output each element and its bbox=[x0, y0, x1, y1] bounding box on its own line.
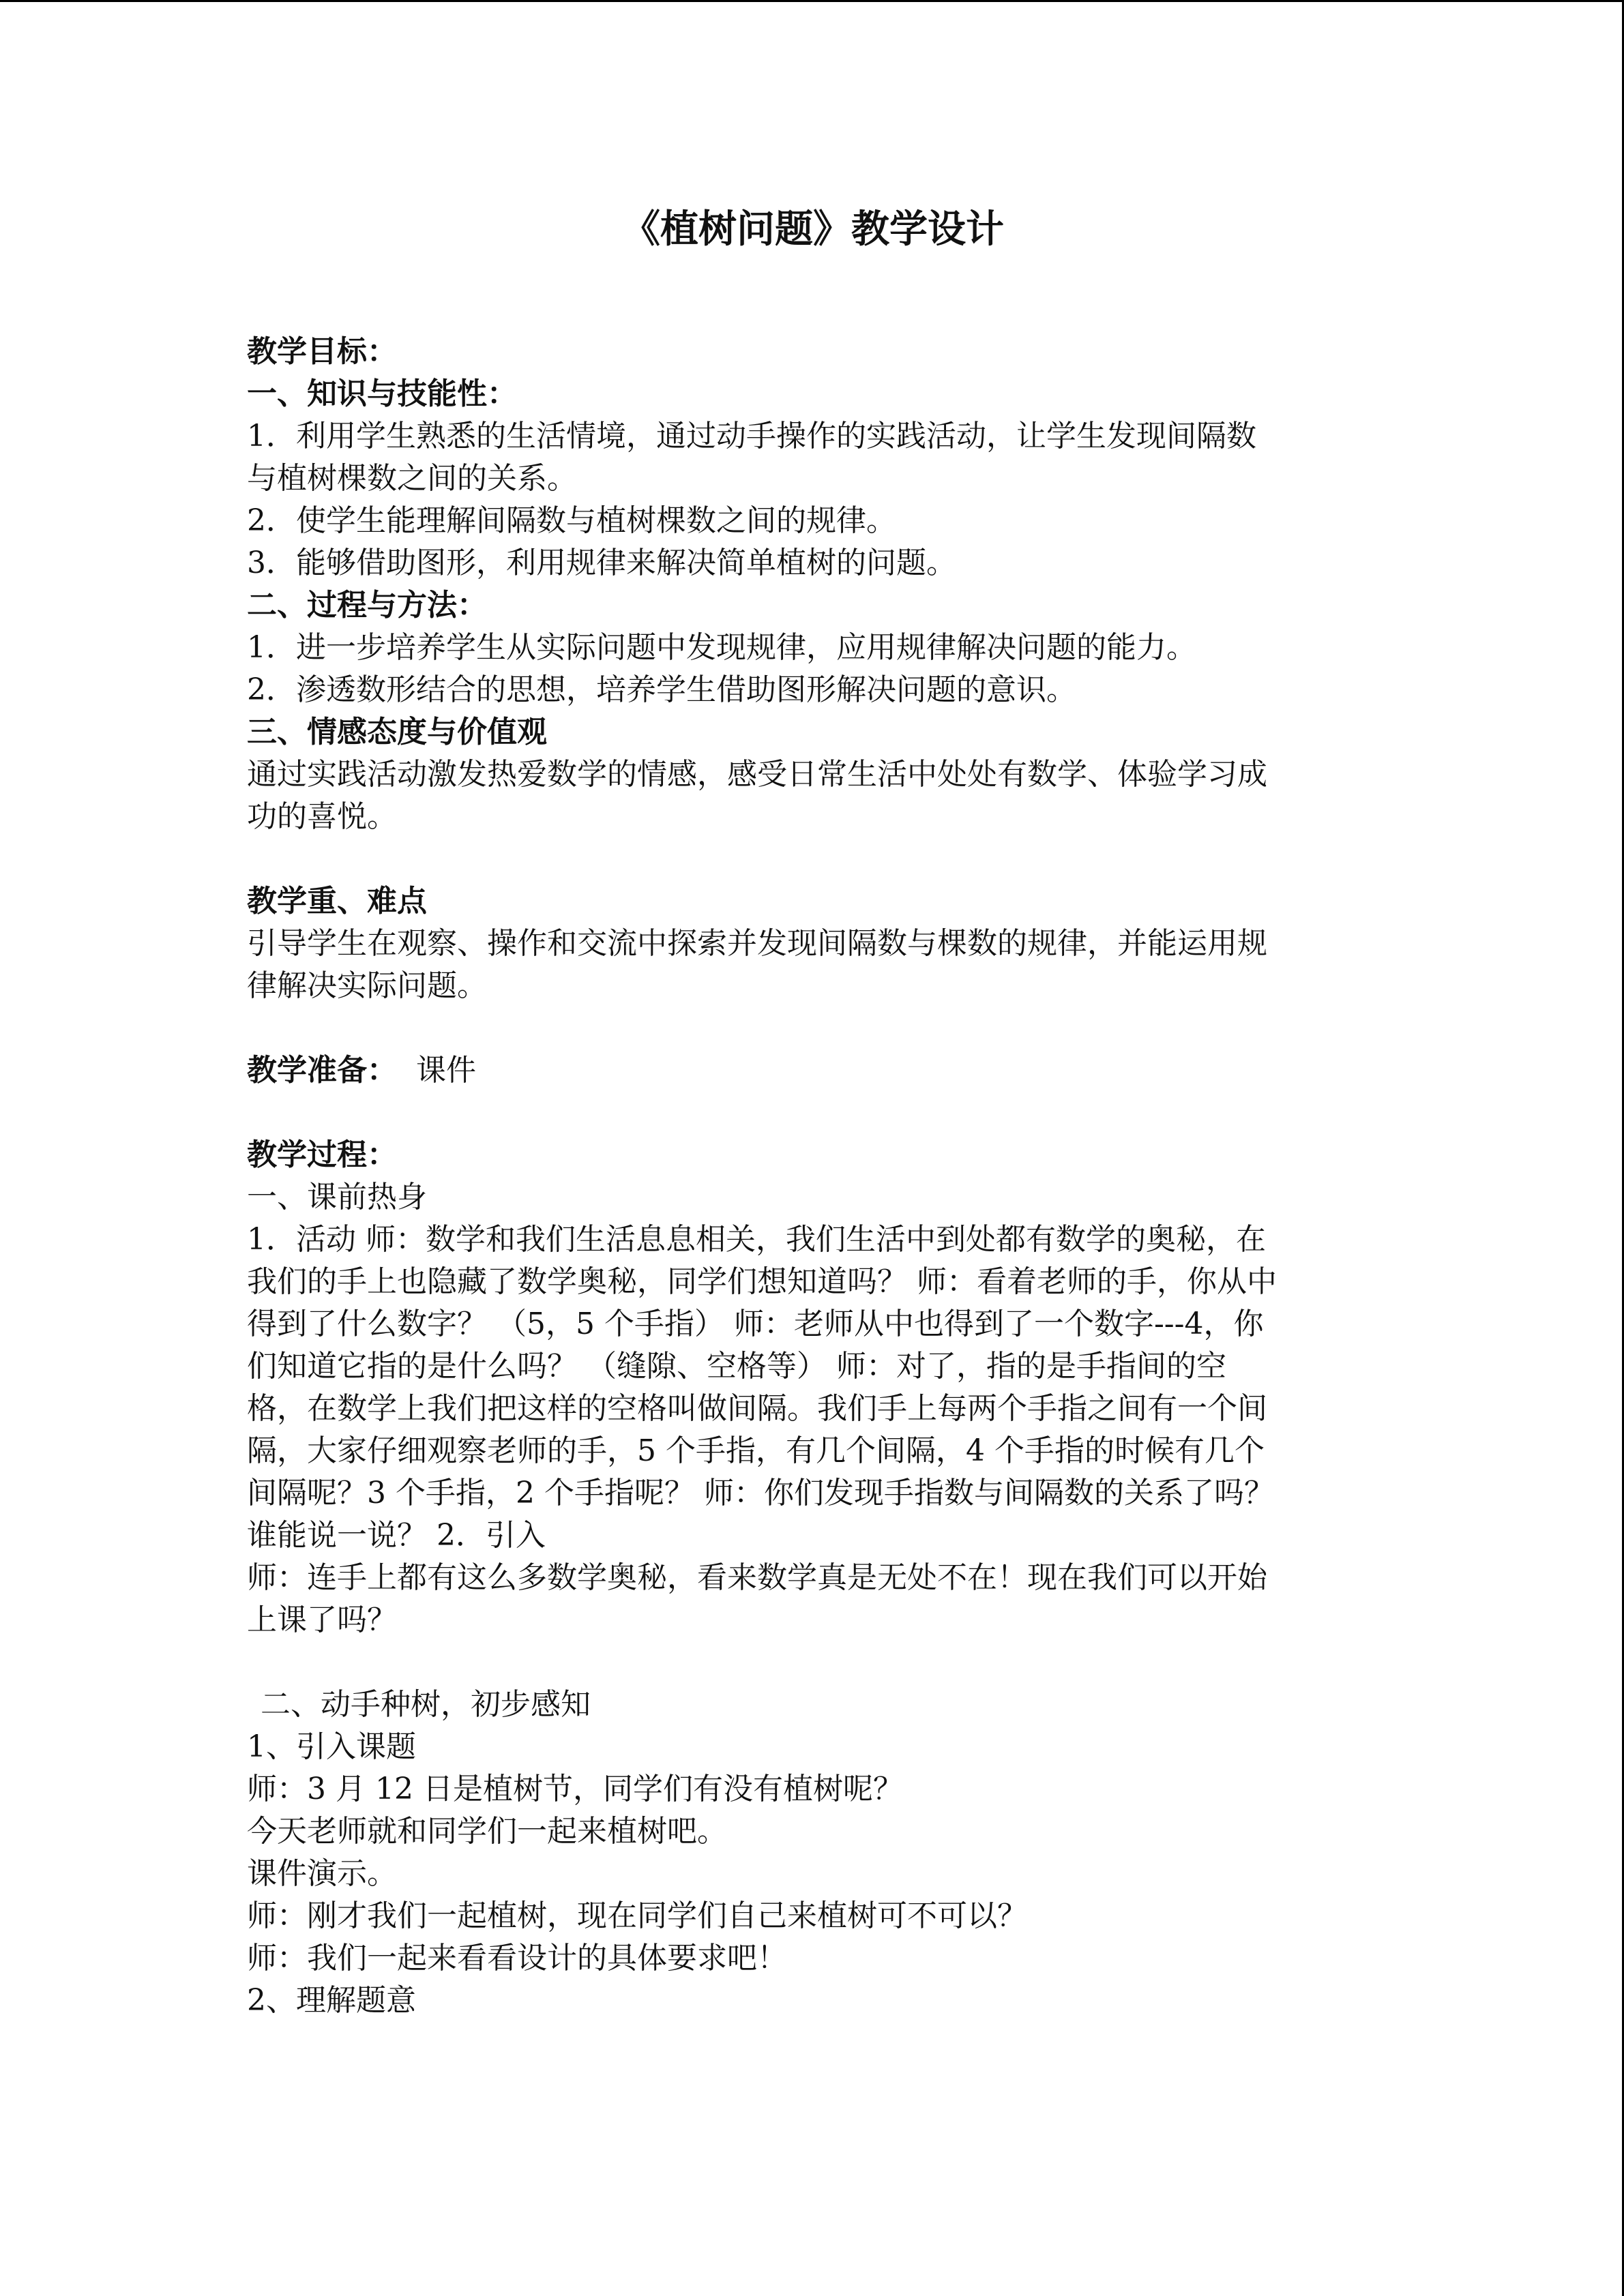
objectives-section1-line: 3．能够借助图形，利用规律来解决简单植树的问题。 bbox=[247, 545, 956, 580]
objectives-section1-line: 2．使学生能理解间隔数与植树棵数之间的规律。 bbox=[247, 503, 896, 538]
spacer bbox=[247, 1007, 1379, 1049]
objectives-section3-line: 功的喜悦。 bbox=[247, 799, 397, 834]
process-part2-line: 2、理解题意 bbox=[247, 1982, 416, 2018]
spacer bbox=[247, 1092, 1379, 1134]
process-part2-line: 1、引入课题 bbox=[247, 1729, 416, 1764]
process-part1-line: 谁能说一说？ 2．引入 bbox=[247, 1517, 546, 1553]
objectives-heading: 教学目标： bbox=[247, 333, 397, 369]
process-part2-line: 师：刚才我们一起植树，现在同学们自己来植树可不可以？ bbox=[247, 1898, 1027, 1933]
process-part2-line: 今天老师就和同学们一起来植树吧。 bbox=[247, 1813, 727, 1849]
process-part2-line: 师：3 月 12 日是植树节，同学们有没有植树呢？ bbox=[247, 1771, 903, 1806]
process-part1-line: 师：连手上都有这么多数学奥秘，看来数学真是无处不在！现在我们可以开始 bbox=[247, 1560, 1267, 1595]
objectives-section3-heading: 三、情感态度与价值观 bbox=[247, 714, 547, 749]
process-part1-line: 1．活动 师：数学和我们生活息息相关，我们生活中到处都有数学的奥秘，在 bbox=[247, 1221, 1266, 1257]
document-body bbox=[247, 205, 1379, 2022]
spacer bbox=[247, 838, 1379, 880]
process-part1-line: 格，在数学上我们把这样的空格叫做间隔。我们手上每两个手指之间有一个间 bbox=[247, 1390, 1267, 1426]
process-part1-line: 隔，大家仔细观察老师的手，5 个手指，有几个间隔，4 个手指的时候有几个 bbox=[247, 1433, 1265, 1468]
process-part2-heading: 二、动手种树，初步感知 bbox=[261, 1686, 591, 1722]
process-part1-line: 上课了吗？ bbox=[247, 1602, 397, 1637]
spacer bbox=[247, 1641, 1379, 1684]
process-part1-line: 我们的手上也隐藏了数学奥秘，同学们想知道吗？ 师：看着老师的手，你从中 bbox=[247, 1264, 1277, 1299]
process-part1-line: 间隔呢？3 个手指，2 个手指呢？ 师：你们发现手指数与间隔数的关系了吗？ bbox=[247, 1475, 1274, 1510]
process-part1-heading: 一、课前热身 bbox=[247, 1179, 427, 1214]
objectives-section2-line: 1．进一步培养学生从实际问题中发现规律，应用规律解决问题的能力。 bbox=[247, 629, 1196, 665]
key-points-line: 律解决实际问题。 bbox=[247, 968, 487, 1003]
objectives-section1-line: 1．利用学生熟悉的生活情境，通过动手操作的实践活动，让学生发现间隔数 bbox=[247, 418, 1256, 453]
process-part1-line: 得到了什么数字？ （5，5 个手指） 师：老师从中也得到了一个数字---4，你 bbox=[247, 1306, 1264, 1341]
key-points-heading: 教学重、难点 bbox=[247, 883, 427, 919]
document-title: 《植树问题》教学设计 bbox=[622, 207, 1004, 252]
objectives-section2-line: 2．渗透数形结合的思想，培养学生借助图形解决问题的意识。 bbox=[247, 672, 1076, 707]
key-points-line: 引导学生在观察、操作和交流中探索并发现间隔数与棵数的规律，并能运用规 bbox=[247, 925, 1267, 961]
preparation-heading: 教学准备： bbox=[247, 1052, 397, 1088]
objectives-section1-heading: 一、知识与技能性： bbox=[247, 376, 517, 411]
process-heading: 教学过程： bbox=[247, 1137, 397, 1172]
preparation-line bbox=[247, 1049, 1379, 1092]
process-part2-line: 课件演示。 bbox=[247, 1855, 397, 1891]
process-part1-line: 们知道它指的是什么吗？ （缝隙、空格等） 师：对了，指的是手指间的空 bbox=[247, 1348, 1226, 1384]
objectives-section2-heading: 二、过程与方法： bbox=[247, 587, 487, 623]
objectives-section1-line: 与植树棵数之间的关系。 bbox=[247, 460, 577, 496]
preparation-value: 课件 bbox=[415, 1052, 476, 1088]
process-part2-line: 师：我们一起来看看设计的具体要求吧！ bbox=[247, 1940, 787, 1976]
objectives-section3-line: 通过实践活动激发热爱数学的情感，感受日常生活中处处有数学、体验学习成 bbox=[247, 756, 1267, 792]
page-border-top bbox=[0, 0, 1624, 2]
